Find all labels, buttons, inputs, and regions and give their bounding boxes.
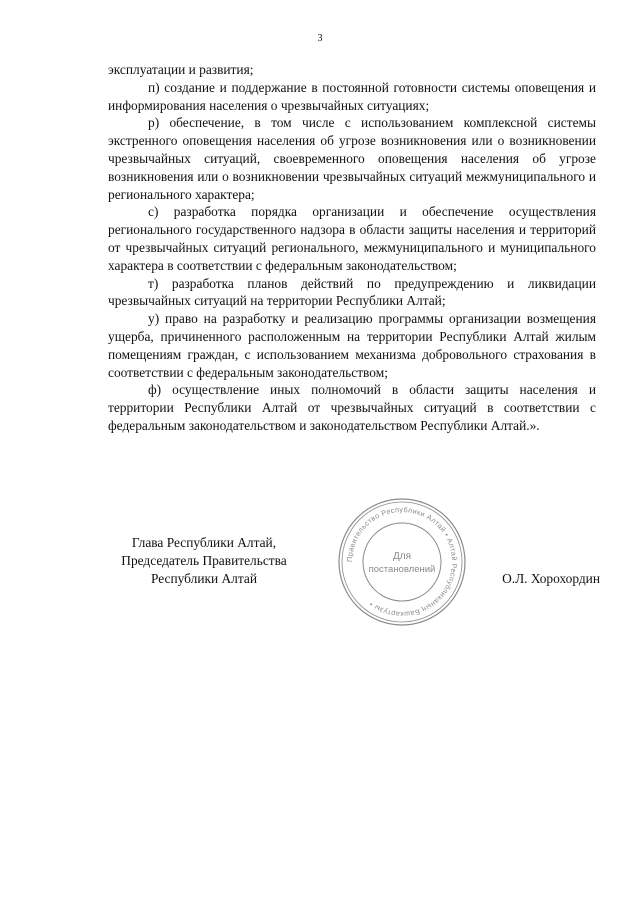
seal-ring-text: Правительство Республики Алтай • Алтай Республиканың Башкартузы • — [344, 504, 460, 620]
signatory-title-line-2: Председатель Правительства — [121, 552, 287, 568]
paragraph-item-t: т) разработка планов действий по предупреждению и ликвидации чрезвычайных ситуаций на территории Республики Алтай; — [108, 275, 596, 309]
paragraph-item-r: р) обеспечение, в том числе с использованием комплексной системы экстренного оповещения населения об угрозе возникновения или о возникновении чрезвычайных ситуаций, своевременного оповещения населения об угрозе возникновения или о возникновении чрезвычайных ситуаций межмуниципального и регионального характера; — [108, 115, 596, 202]
seal-inner-ring — [363, 523, 441, 601]
document-body — [108, 61, 596, 435]
paragraph-continuation: эксплуатации и развития; — [108, 62, 254, 77]
signatory-title-line-1: Глава Республики Алтай, — [131, 535, 277, 550]
seal-center-line-1: Для — [392, 551, 412, 562]
signatory-name: О.Л. Хорохордин — [502, 571, 600, 586]
paragraph-item-u: у) право на разработку и реализацию программы организации возмещения ущерба, причиненного расположенным на территории Республики Алтай жилым помещениям граждан, с использованием механизма добровольного страхования в соответствии с федеральным законодательством; — [108, 311, 596, 380]
paragraph-item-f: ф) осуществление иных полномочий в области защиты населения и территории Республики Алтай от чрезвычайных ситуаций в соответствии с федеральным законодательством и законодательством Республики Алтай.». — [108, 382, 596, 433]
paragraph-item-p: п) создание и поддержание в постоянной готовности системы оповещения и информирования населения о чрезвычайных ситуациях; — [108, 79, 596, 113]
page-number: 3 — [317, 33, 323, 44]
seal-outer-ring-inner — [342, 502, 462, 622]
signatory-title — [104, 534, 304, 587]
signatory-title-line-3: Республики Алтай — [150, 570, 257, 586]
seal-outer-ring — [339, 499, 465, 625]
paragraph-item-s: с) разработка порядка организации и обеспечение осуществления регионального государственного надзора в области защиты населения и территорий от чрезвычайных ситуаций регионального, межмуниципального и муниципального характера в соответствии с федеральным законодательством; — [108, 204, 596, 273]
official-seal-icon — [335, 495, 469, 629]
seal-center-line-2: постановлений — [368, 564, 436, 575]
